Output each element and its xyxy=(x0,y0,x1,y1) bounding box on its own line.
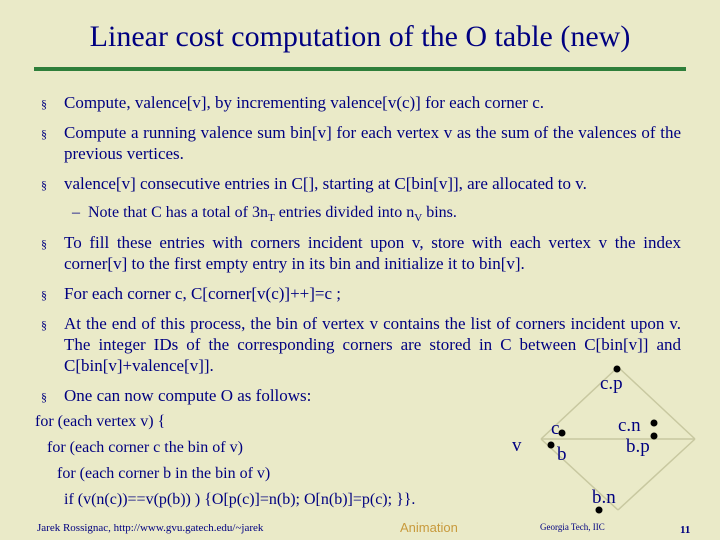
bullet-5 xyxy=(41,283,681,304)
footer-institution: Georgia Tech, IIC xyxy=(540,522,605,532)
bullet-text: Compute a running valence sum bin[v] for each vertex v as the sum of the valences of the previous vertices. xyxy=(64,123,681,163)
code-line-4: if (v(n(c))==v(p(b)) ) {O[p(c)]=n(b); O[n(b)]=p(c); }}. xyxy=(64,491,416,508)
label-v: v xyxy=(512,435,522,456)
corner-diagram xyxy=(490,355,720,520)
node-c xyxy=(559,430,566,437)
bullet-2 xyxy=(41,122,681,164)
bullet-marker: § xyxy=(41,318,47,332)
title-underline xyxy=(34,67,686,71)
label-b: b xyxy=(557,444,567,465)
sub-bullet-subscript-v: V xyxy=(414,212,423,225)
animation-button[interactable]: Animation xyxy=(400,520,458,535)
bullet-marker: § xyxy=(41,97,47,111)
node-b xyxy=(548,442,555,449)
code-line-2: for (each corner c the bin of v) xyxy=(47,439,243,456)
bullet-marker: § xyxy=(41,237,47,251)
bullet-marker: § xyxy=(41,288,47,302)
sub-bullet-text-3: bins. xyxy=(422,204,457,221)
sub-bullet-subscript-t: T xyxy=(267,212,275,225)
bullet-text: To fill these entries with corners incident upon v, store with each vertex v the index corner[v] to the first empty entry in its bin and initialize it to bin[v]. xyxy=(64,233,681,273)
bullet-marker: § xyxy=(41,390,47,404)
node-c-p xyxy=(614,366,621,373)
slide-title: Linear cost computation of the O table (new) xyxy=(89,20,631,53)
bullet-text: Compute, valence[v], by incrementing valence[v(c)] for each corner c. xyxy=(64,93,545,112)
footer-author: Jarek Rossignac, http://www.gvu.gatech.edu/~jarek xyxy=(37,522,264,534)
sub-bullet-dash: – xyxy=(72,204,80,221)
sub-bullet-text-2: entries divided into n xyxy=(274,204,415,221)
bullet-marker: § xyxy=(41,178,47,192)
sub-bullet xyxy=(72,203,672,228)
sub-bullet-text-1: Note that C has a total of 3n xyxy=(88,204,268,221)
bullet-1 xyxy=(41,92,681,113)
bullet-text: One can now compute O as follows: xyxy=(64,386,312,405)
label-b-n: b.n xyxy=(592,487,616,508)
bullet-text: valence[v] consecutive entries in C[], starting at C[bin[v]], are allocated to v. xyxy=(64,174,587,193)
bullet-marker: § xyxy=(41,127,47,141)
label-b-p: b.p xyxy=(626,436,650,457)
code-line-1: for (each vertex v) { xyxy=(35,413,166,430)
page-number: 11 xyxy=(680,524,691,536)
bullet-text: At the end of this process, the bin of vertex v contains the list of corners incident upon v. The integer IDs of the corresponding corners are stored in C between C[bin[v]] and C[bin[v]+valence[v]]. xyxy=(64,314,681,375)
code-line-3: for (each corner b in the bin of v) xyxy=(57,465,271,482)
bullet-7 xyxy=(41,385,481,406)
label-c-p: c.p xyxy=(600,373,623,394)
bullet-4 xyxy=(41,232,681,274)
label-c: c xyxy=(551,418,560,439)
node-c-n xyxy=(651,420,658,427)
node-b-p xyxy=(651,433,658,440)
bullet-text: For each corner c, C[corner[v(c)]++]=c ; xyxy=(64,284,342,303)
bullet-3 xyxy=(41,173,681,194)
label-c-n: c.n xyxy=(618,415,641,436)
